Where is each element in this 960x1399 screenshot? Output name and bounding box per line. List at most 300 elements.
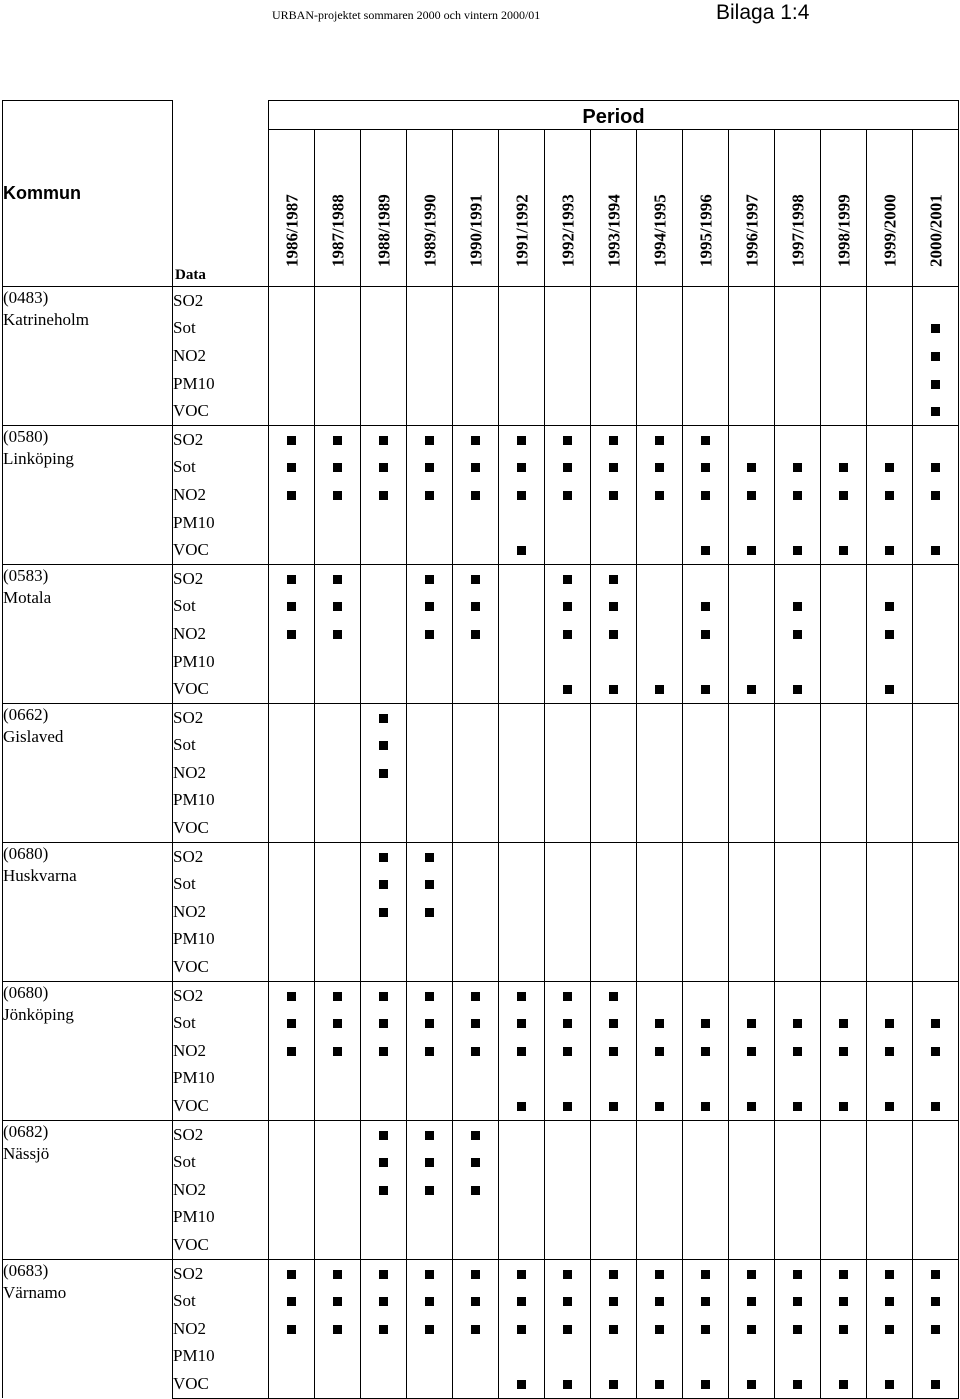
period-cell [545,370,591,398]
period-cell [591,1287,637,1315]
period-cell [407,287,453,315]
measurement-mark [701,1297,710,1306]
period-cell [775,1315,821,1343]
period-cell [591,287,637,315]
measurement-mark [931,1297,940,1306]
period-cell [591,1259,637,1287]
municipality-cell [3,564,173,703]
period-cell [637,1370,683,1398]
measurement-mark [793,1297,802,1306]
pollutant-label: SO2 [173,981,269,1009]
period-cell [453,1315,499,1343]
period-cell [821,842,867,870]
period-cell [315,1259,361,1287]
pollutant-label: SO2 [173,287,269,315]
period-cell [269,759,315,787]
period-cell [453,454,499,482]
period-cell [775,370,821,398]
period-cell [545,732,591,760]
period-cell [499,509,545,537]
pollutant-label: Sot [173,1287,269,1315]
period-cell [775,315,821,343]
period-cell [821,370,867,398]
period-cell [361,425,407,453]
period-cell [821,787,867,815]
period-cell [591,787,637,815]
measurement-mark [471,575,480,584]
period-cell [867,564,913,592]
measurement-mark [885,1047,894,1056]
period-cell [361,814,407,842]
period-cell [407,342,453,370]
period-cell [591,703,637,731]
period-cell [867,870,913,898]
period-cell [637,926,683,954]
measurement-mark [287,575,296,584]
period-cell [315,454,361,482]
year-label: 1998/1999 [834,194,853,267]
period-cell [775,842,821,870]
municipality-code: (0662) [3,704,49,724]
period-cell [315,593,361,621]
period-cell [361,370,407,398]
period-cell [729,787,775,815]
period-cell [821,1231,867,1259]
measurement-mark [333,436,342,445]
period-cell [591,370,637,398]
pollutant-label: VOC [173,1092,269,1120]
period-cell [775,481,821,509]
year-header [499,130,545,287]
measurement-mark [839,1019,848,1028]
period-cell [361,287,407,315]
period-cell [775,898,821,926]
pollutant-label: SO2 [173,1259,269,1287]
period-cell [315,370,361,398]
measurement-mark [701,463,710,472]
period-cell [269,1176,315,1204]
period-cell [775,1148,821,1176]
period-cell [683,814,729,842]
measurement-mark [333,1047,342,1056]
measurement-mark [655,1325,664,1334]
period-cell [545,593,591,621]
period-cell [913,1148,959,1176]
period-cell [637,481,683,509]
period-cell [913,953,959,981]
measurement-mark [379,1325,388,1334]
pollutant-label: Sot [173,593,269,621]
measurement-mark [839,1297,848,1306]
period-cell [315,703,361,731]
monitoring-table [2,100,959,1399]
period-cell [637,397,683,425]
period-cell [453,842,499,870]
measurement-mark [747,463,756,472]
period-cell [683,675,729,703]
period-cell [821,759,867,787]
period-cell [315,870,361,898]
period-cell [361,898,407,926]
table-row [3,425,959,453]
period-cell [775,536,821,564]
table-row [3,1120,959,1148]
appendix-label: Bilaga 1:4 [716,1,810,24]
measurement-mark [287,1325,296,1334]
measurement-mark [425,1186,434,1195]
period-cell [453,481,499,509]
period-cell [499,593,545,621]
measurement-mark [517,1380,526,1389]
period-cell [269,787,315,815]
period-cell [545,842,591,870]
period-cell [315,1037,361,1065]
period-cell [499,1231,545,1259]
pollutant-label: PM10 [173,1065,269,1093]
period-cell [821,397,867,425]
period-cell [683,593,729,621]
period-cell [867,1009,913,1037]
period-cell [867,648,913,676]
period-cell [499,1065,545,1093]
measurement-mark [609,1102,618,1111]
period-cell [821,564,867,592]
period-cell [269,509,315,537]
measurement-mark [563,1297,572,1306]
measurement-mark [517,1270,526,1279]
period-cell [637,620,683,648]
period-cell [913,981,959,1009]
measurement-mark [747,1102,756,1111]
period-cell [269,953,315,981]
period-cell [867,1148,913,1176]
period-cell [361,1120,407,1148]
period-cell [913,481,959,509]
pollutant-label: Sot [173,1148,269,1176]
period-cell [867,370,913,398]
measurement-mark [931,1325,940,1334]
period-cell [361,1176,407,1204]
period-cell [499,842,545,870]
period-cell [729,397,775,425]
measurement-mark [701,546,710,555]
measurement-mark [287,463,296,472]
kommun-header [3,101,173,287]
period-cell [453,787,499,815]
period-cell [591,1009,637,1037]
measurement-mark [793,1325,802,1334]
period-cell [729,620,775,648]
period-cell [913,509,959,537]
period-cell [269,898,315,926]
period-cell [637,870,683,898]
period-cell [729,1231,775,1259]
period-cell [683,481,729,509]
period-cell [269,648,315,676]
measurement-mark [885,1270,894,1279]
year-header [683,130,729,287]
period-cell [315,1231,361,1259]
measurement-mark [471,463,480,472]
measurement-mark [425,1270,434,1279]
period-cell [821,287,867,315]
period-cell [683,732,729,760]
period-cell [913,1287,959,1315]
measurement-mark [655,1380,664,1389]
measurement-mark [517,463,526,472]
measurement-mark [931,463,940,472]
data-header-label: Data [175,267,206,283]
period-cell [361,953,407,981]
period-cell [545,481,591,509]
period-cell [499,1148,545,1176]
measurement-mark [425,1019,434,1028]
period-cell [269,703,315,731]
measurement-mark [747,491,756,500]
period-cell [775,1343,821,1371]
period-cell [867,593,913,621]
period-cell [407,787,453,815]
period-cell [453,1287,499,1315]
period-cell [775,870,821,898]
period-cell [637,787,683,815]
table-row [3,981,959,1009]
period-cell [867,981,913,1009]
pollutant-label: PM10 [173,509,269,537]
measurement-mark [793,685,802,694]
period-cell [637,732,683,760]
period-cell [545,1204,591,1232]
period-cell [821,814,867,842]
measurement-mark [517,1047,526,1056]
measurement-mark [701,685,710,694]
period-cell [453,1343,499,1371]
period-cell [545,1343,591,1371]
municipality-name: Katrineholm [3,310,89,329]
period-cell [453,1231,499,1259]
period-cell [361,564,407,592]
period-cell [269,675,315,703]
period-cell [867,454,913,482]
period-cell [821,1148,867,1176]
period-cell [407,315,453,343]
measurement-mark [793,463,802,472]
measurement-mark [471,491,480,500]
measurement-mark [425,491,434,500]
period-cell [315,814,361,842]
period-cell [315,732,361,760]
pollutant-label: VOC [173,953,269,981]
period-cell [315,509,361,537]
period-cell [637,342,683,370]
period-cell [775,1092,821,1120]
pollutant-label: NO2 [173,1176,269,1204]
period-cell [361,981,407,1009]
period-cell [821,315,867,343]
municipality-name: Linköping [3,448,74,468]
measurement-mark [517,546,526,555]
period-cell [775,759,821,787]
period-cell [453,870,499,898]
measurement-mark [609,491,618,500]
municipality-code: (0583) [3,565,49,585]
period-cell [407,898,453,926]
period-cell [821,1315,867,1343]
period-cell [545,1287,591,1315]
measurement-mark [931,491,940,500]
period-cell [361,481,407,509]
municipality-code: (0580) [3,426,49,446]
municipality-cell [3,981,173,1120]
table-row [3,564,959,592]
period-cell [729,703,775,731]
period-cell [269,1287,315,1315]
period-cell [821,1287,867,1315]
measurement-mark [609,436,618,445]
period-cell [867,953,913,981]
measurement-mark [609,1380,618,1389]
period-cell [361,1315,407,1343]
period-cell [867,1370,913,1398]
measurement-mark [793,546,802,555]
measurement-mark [885,1380,894,1389]
measurement-mark [747,1047,756,1056]
measurement-mark [563,630,572,639]
year-label: 1992/1993 [558,194,577,267]
municipality-name: Jönköping [3,1004,74,1024]
measurement-mark [379,491,388,500]
period-cell [499,1259,545,1287]
period-cell [499,425,545,453]
measurement-mark [793,491,802,500]
municipality-cell [3,1259,173,1398]
year-header [729,130,775,287]
period-cell [545,926,591,954]
period-cell [407,870,453,898]
period-cell [729,287,775,315]
measurement-mark [931,380,940,389]
period-cell [637,454,683,482]
period-cell [453,370,499,398]
measurement-mark [839,1047,848,1056]
period-cell [821,732,867,760]
pollutant-label: NO2 [173,620,269,648]
period-cell [315,1120,361,1148]
period-cell [683,842,729,870]
period-cell [821,1065,867,1093]
period-cell [453,1148,499,1176]
period-cell [361,536,407,564]
measurement-mark [425,908,434,917]
period-cell [683,703,729,731]
period-cell [407,593,453,621]
period-cell [867,481,913,509]
period-cell [499,1315,545,1343]
period-cell [729,675,775,703]
period-header [269,101,959,130]
period-cell [683,759,729,787]
measurement-mark [333,602,342,611]
measurement-mark [609,1047,618,1056]
period-cell [591,1120,637,1148]
period-cell [913,1370,959,1398]
period-cell [315,675,361,703]
period-cell [499,454,545,482]
period-cell [637,1315,683,1343]
period-cell [499,536,545,564]
measurement-mark [609,992,618,1001]
period-cell [821,620,867,648]
period-cell [269,732,315,760]
pollutant-label: PM10 [173,787,269,815]
measurement-mark [379,714,388,723]
period-cell [591,1315,637,1343]
period-cell [545,454,591,482]
period-cell [407,481,453,509]
period-cell [499,1204,545,1232]
municipality-name: Motala [3,587,52,607]
measurement-mark [701,1019,710,1028]
period-cell [729,370,775,398]
period-cell [269,1315,315,1343]
measurement-mark [379,1270,388,1279]
period-cell [637,814,683,842]
measurement-mark [839,463,848,472]
period-cell [591,454,637,482]
period-cell [867,1120,913,1148]
period-cell [453,593,499,621]
period-cell [269,1370,315,1398]
period-cell [591,481,637,509]
measurement-mark [885,1325,894,1334]
period-cell [775,1037,821,1065]
period-cell [867,1204,913,1232]
period-cell [499,926,545,954]
period-cell [499,953,545,981]
period-cell [499,620,545,648]
period-cell [591,981,637,1009]
measurement-mark [425,853,434,862]
measurement-mark [609,1297,618,1306]
period-cell [775,787,821,815]
period-cell [683,953,729,981]
period-cell [913,1315,959,1343]
municipality-cell [3,287,173,426]
period-cell [775,732,821,760]
measurement-mark [793,1047,802,1056]
period-cell [821,425,867,453]
pollutant-label: NO2 [173,481,269,509]
period-cell [407,620,453,648]
period-cell [683,1204,729,1232]
measurement-mark [839,546,848,555]
pollutant-label: SO2 [173,842,269,870]
period-cell [453,814,499,842]
measurement-mark [747,1270,756,1279]
measurement-mark [425,436,434,445]
period-cell [637,898,683,926]
period-cell [913,898,959,926]
period-cell [453,732,499,760]
period-cell [453,1176,499,1204]
measurement-mark [839,1325,848,1334]
year-header [637,130,683,287]
page-header [0,0,960,40]
period-cell [407,981,453,1009]
pollutant-label: NO2 [173,759,269,787]
period-cell [913,842,959,870]
measurement-mark [425,992,434,1001]
